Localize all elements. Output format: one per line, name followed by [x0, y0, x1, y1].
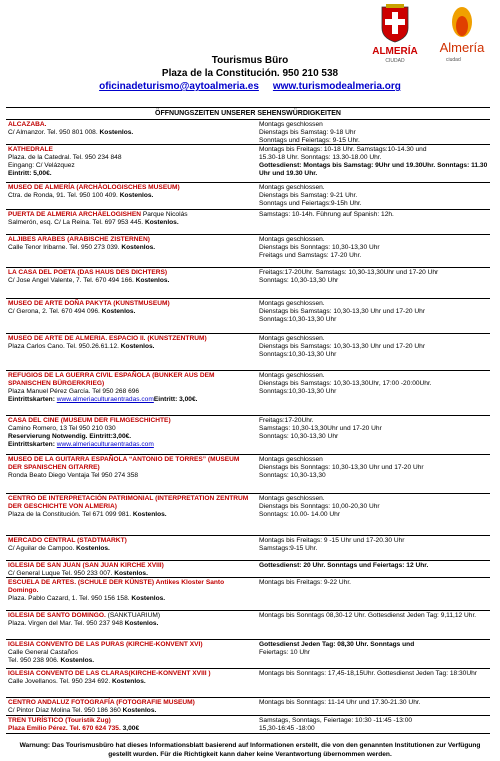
opening-hours-line: Samstags: 10,30-13,30Uhr und 17-20 Uhr: [259, 425, 382, 432]
table-row: [6, 210, 490, 235]
opening-hours-line: Montags geschlossen: [259, 121, 323, 128]
venue-cell: [6, 371, 256, 415]
opening-hours-line: Sonntags:10,30-13,30 Uhr: [259, 388, 337, 395]
opening-hours-line: Sonntags: 10,30-13,30 Uhr: [259, 277, 339, 284]
venue-detail-text: Kostenlos.: [120, 343, 155, 350]
venue-extra-line: [8, 162, 254, 170]
venue-detail-text: Kostenlos.: [122, 707, 157, 714]
opening-hours-line: Freitags und Samstags: 17-20 Uhr.: [259, 252, 362, 259]
hours-cell: [256, 210, 490, 234]
venue-cell: [6, 561, 256, 577]
venue-address: [8, 154, 254, 162]
venue-cell: [6, 698, 256, 715]
office-links: [0, 80, 500, 94]
table-row: [6, 611, 490, 640]
opening-hours-line: Sonntags:10,30-13,30 Uhr: [259, 351, 337, 358]
tourism-logo-text: Almería: [439, 40, 485, 55]
city-logo-subtext: CIUDAD: [385, 58, 405, 64]
opening-hours-line: Dienstags bis Samstags: 10,30-13,30Uhr, 17:00 -20:00Uhr.: [259, 380, 432, 387]
venue-name: CASA DEL CINE (MUSEUM DER FILMGESCHICHTE): [8, 417, 171, 424]
venue-detail-text: C/ Gerona, 2. Tel. 670 494 096.: [8, 308, 102, 315]
venue-detail-text: C/ Jose Angel Valente, 7. Tel. 670 494 166.: [8, 277, 136, 284]
venue-detail-text: Kostenlos.: [135, 277, 170, 284]
table-row: [6, 640, 490, 669]
hours-cell: [256, 268, 490, 298]
venue-detail-text: Kostenlos.: [144, 219, 179, 226]
venue-address: [8, 244, 254, 252]
venue-name: TREN TURÍSTICO (Touristik Zug): [8, 717, 111, 724]
table-row: [6, 268, 490, 299]
opening-hours-line: Sonntags und Feiertags:9-15h Uhr.: [259, 200, 362, 207]
venue-detail-text: Kostenlos.: [76, 545, 110, 552]
venue-detail-text: Plaza de la Constitución. Tel 671 099 981.: [8, 511, 133, 518]
table-body: [6, 120, 490, 734]
venue-name: CENTRO DE INTERPRETACIÓN PATRIMONIAL (INTERPRETATION ZENTRUM DER GESCHICHTE VON ALMERIA): [8, 495, 249, 510]
hours-cell: [256, 640, 490, 668]
venue-detail-text: Salmerón, esq. C/ La Reina. Tel. 697 953 445.: [8, 219, 145, 226]
venue-detail-text: C/ Almanzor. Tel. 950 801 008.: [8, 129, 100, 136]
hours-cell: [256, 120, 490, 144]
venue-extra-line: [8, 441, 254, 449]
venue-detail-text: Calle Tenor Iribarne. Tel. 950 273 039.: [8, 244, 122, 251]
opening-hours-line: Dienstags bis Samstags: 10,30-13,30 Uhr und 17-20 Uhr: [259, 343, 426, 350]
venue-detail-text: C/ General Luque Tel. 950 233 007.: [8, 570, 115, 577]
table-row: [6, 669, 490, 698]
venue-cell: [6, 578, 256, 610]
venue-detail-text: Kostenlos.: [132, 511, 167, 518]
opening-hours-line: Feiertags: 10 Uhr: [259, 649, 310, 656]
venue-detail-text: Reservierung Notwendig. Eintritt:3,00€.: [8, 433, 132, 440]
venue-cell: [6, 494, 256, 535]
venue-name: ALCAZABA.: [8, 121, 47, 128]
venue-name-suffix: Parque Nicolás: [140, 211, 188, 218]
hours-cell: [256, 561, 490, 577]
venue-detail-text: Kostenlos.: [60, 657, 95, 664]
venue-detail-text: Kostenlos.: [101, 308, 136, 315]
opening-hours-line: Dienstags bis Sonntags: 10,30-13,30 Uhr und 17-20 Uhr: [259, 464, 424, 471]
table-row: [6, 235, 490, 268]
opening-hours-line: Montags geschlossen.: [259, 335, 325, 342]
opening-hours-line: Freitags:17-20Uhr. Samstags: 10,30-13,30Uhr und 17-20 Uhr: [259, 269, 439, 276]
opening-hours-line: Montags geschlossen.: [259, 495, 325, 502]
opening-hours-line: Montags bis Freitags: 9-22 Uhr.: [259, 579, 351, 586]
opening-hours-line: Dienstags bis Samstag: 9-21 Uhr.: [259, 192, 358, 199]
tourism-logo-subtext: ciudad: [446, 57, 461, 63]
opening-hours-line: Dienstags bis Samstag: 9-18 Uhr: [259, 129, 356, 136]
venue-cell: [6, 640, 256, 668]
venue-cell: [6, 268, 256, 298]
opening-hours-line: Sonntags:10,30-13,30 Uhr: [259, 316, 337, 323]
venue-name: MUSEO DE ARTE DOÑA PAKYTA (KUNSTMUSEUM): [8, 300, 170, 307]
venue-name: MUSEO DE ALMERÍA (ARCHÄOLOGISCHES MUSEUM): [8, 184, 180, 191]
venue-address: [8, 511, 254, 519]
ticket-link[interactable]: www.almeriaculturaentradas.com: [56, 396, 154, 403]
venue-detail-text: Calle Jovellanos. Tel. 950 234 692.: [8, 678, 112, 685]
hours-cell: [256, 698, 490, 715]
venue-detail-text: Kostenlos.: [111, 678, 146, 685]
venue-address: [8, 425, 254, 433]
website-link[interactable]: www.turismodealmeria.org: [272, 81, 401, 92]
venue-address: [8, 649, 254, 657]
opening-hours-line: Montags geschlossen.: [259, 236, 325, 243]
venue-address: [8, 472, 254, 480]
venue-extra-line: [8, 657, 254, 665]
venue-detail-text: Plaza. Virgen del Mar. Tel. 950 237 948: [8, 620, 125, 627]
table-row: [6, 716, 490, 734]
table-row: [6, 416, 490, 455]
venue-detail-text: Plaza. Pablo Cazard, 1. Tel. 950 156 158.: [8, 595, 132, 602]
venue-name: LA CASA DEL POETA (DAS HAUS DES DICHTERS): [8, 269, 168, 276]
venue-name: MERCADO CENTRAL (STADTMARKT): [8, 537, 127, 544]
venue-address: [8, 725, 254, 733]
hours-cell: [256, 183, 490, 209]
table-row: [6, 578, 490, 611]
venue-detail-text: Kostenlos.: [119, 192, 154, 199]
opening-hours-line: Samstags, Sonntags, Feiertage: 10:30 -11:45 -13:00: [259, 717, 413, 724]
venue-detail-text: Plaza Emilio Pérez.: [8, 725, 70, 732]
opening-hours-table: [6, 107, 490, 734]
venue-detail-text: Tel. 670 624 735.: [69, 725, 121, 732]
email-link[interactable]: oficinadeturismo@aytoalmeria.es: [99, 81, 259, 92]
hours-cell: [256, 371, 490, 415]
opening-hours-line: Samstags:9-15 Uhr.: [259, 545, 318, 552]
venue-detail-text: Kostenlos.: [99, 129, 134, 136]
office-address: Plaza de la Constitución. 950 210 538: [161, 68, 339, 79]
table-row: [6, 536, 490, 561]
venue-detail-text: Kostenlos.: [114, 570, 148, 577]
opening-hours-line: Samstags: 10-14h. Führung auf Spanish: 12h.: [259, 211, 394, 218]
venue-extra-line: [8, 396, 254, 404]
venue-detail-text: Kostenlos.: [121, 244, 156, 251]
venue-address: [8, 192, 254, 200]
venue-address: [8, 545, 254, 553]
venue-address: [8, 277, 254, 285]
venue-detail-text: 3,00€: [120, 725, 140, 732]
venue-cell: [6, 416, 256, 454]
opening-hours-line: Dienstags bis Sonntags: 10,30-13,30 Uhr: [259, 244, 380, 251]
venue-extra-line: [8, 433, 254, 441]
hours-cell: [256, 416, 490, 454]
opening-hours-line: Freitags:17-20Uhr.: [259, 417, 314, 424]
opening-hours-line: Dienstags bis Sonntags: 10,00-20,30 Uhr: [259, 503, 380, 510]
hours-cell: [256, 145, 490, 182]
venue-detail-text: Eintritt: 5,00€.: [8, 170, 52, 177]
venue-name: ALJIBES ARABES (ARABISCHE ZISTERNEN): [8, 236, 150, 243]
opening-hours-line: Montags bis Sonntags: 11-14 Uhr und 17.30-21.30 Uhr.: [259, 699, 421, 706]
opening-hours-line: Sonntags: 10,30-13,30: [259, 472, 326, 479]
venue-cell: [6, 145, 256, 182]
venue-detail-text: Calle General Castaños: [8, 649, 79, 656]
venue-cell: [6, 536, 256, 560]
venue-cell: [6, 299, 256, 333]
venue-name: REFUGIOS DE LA GUERRA CIVIL ESPAÑOLA (BUNKER AUS DEM SPANISCHEN BÜRGERKRIEG): [8, 372, 215, 387]
opening-hours-line: Sonntags und Feiertags: 9-15 Uhr.: [259, 137, 360, 144]
hours-cell: [256, 235, 490, 267]
hours-cell: [256, 334, 490, 370]
table-row: [6, 698, 490, 716]
venue-address: [8, 219, 254, 227]
hours-cell: [256, 494, 490, 535]
venue-cell: [6, 120, 256, 144]
hours-cell: [256, 578, 490, 610]
opening-hours-line: 15,30-16:45 -18:00: [259, 725, 315, 732]
opening-hours-line: Montags bis Sonntags: 17,45-18,15Uhr. Gottesdienst Jeden Tag: 18:30Uhr: [259, 670, 477, 677]
venue-detail-text: Plaza Carlos Cano. Tel. 950.26.61.12.: [8, 343, 121, 350]
venue-name: IGLESIA CONVENTO DE LAS PURAS (KIRCHE-KONVENT XVI): [8, 641, 203, 648]
opening-hours-line: Montags geschlossen.: [259, 184, 325, 191]
opening-hours-line: Montags geschlossen: [259, 456, 323, 463]
venue-cell: [6, 183, 256, 209]
office-title: Tourismus Büro: [211, 55, 289, 66]
opening-hours-line: Montags bis Freitags: 10-18 Uhr. Samstags:10-14.30 und: [259, 146, 427, 153]
venue-cell: [6, 716, 256, 733]
venue-name: IGLESIA CONVENTO DE LAS CLARAS(KIRCHE-KONVENT XVIII ): [8, 670, 211, 677]
venue-detail-text: C/ Pintor Díaz Molina Tel. 950 186 360: [8, 707, 123, 714]
venue-address: [8, 707, 254, 715]
venue-name: CENTRO ANDALUZ FOTOGRAFÍA (FOTOGRAFIE MUSEUM): [8, 699, 195, 706]
venue-detail-text: Eingang: C/ Velázquez: [8, 162, 75, 169]
opening-hours-line: Montags bis Freitags: 9 -15 Uhr und 17-20.30 Uhr: [259, 537, 405, 544]
service-times: Gottesdienst: 20 Uhr. Sonntags und Feiertags: 12 Uhr.: [259, 562, 429, 569]
table-row: [6, 299, 490, 334]
venue-detail-text: Camino Romero, 13 Tel 950 210 030: [8, 425, 116, 432]
venue-detail-text: Kostenlos.: [131, 595, 166, 602]
venue-name: KATHEDRALE: [8, 146, 53, 153]
venue-detail-text: Plaza. de la Catedral. Tel. 950 234 848: [8, 154, 122, 161]
venue-detail-text: Tel. 950 238 906.: [8, 657, 61, 664]
opening-hours-line: Dienstags bis Samstags: 10,30-13,30 Uhr und 17-20 Uhr: [259, 308, 426, 315]
venue-detail-text: Ctra. de Ronda, 91. Tel. 950 100 409.: [8, 192, 120, 199]
opening-hours-line: 15.30-18 Uhr. Sonntags: 13.30-18.00 Uhr.: [259, 154, 382, 161]
venue-name-suffix: (SANKTUARIUM): [105, 612, 161, 619]
opening-hours-line: Sonntags: 10,30-13,30 Uhr: [259, 433, 339, 440]
venue-address: [8, 343, 254, 351]
table-row: [6, 120, 490, 145]
service-times: Gottesdienst Jeden Tag: 08,30 Uhr. Sonntags und: [259, 641, 415, 648]
venue-name: MUSEO DE LA GUITARRA ESPAÑOLA “ANTONIO DE TORRES” (MUSEUM DER SPANISCHEN GITARRE): [8, 456, 240, 471]
venue-address: [8, 570, 254, 578]
opening-hours-line: Montags bis Sonntags 08,30-12 Uhr. Gottesdienst Jeden Tag: 9,11,12 Uhr.: [259, 612, 477, 619]
venue-name: ESCUELA DE ARTES. (SCHULE DER KÜNSTE) Antikes Kloster Santo Domingo.: [8, 579, 225, 594]
venue-name: IGLESIA DE SAN JUAN (SAN JUAN KIRCHE XVIII): [8, 562, 164, 569]
venue-name: IGLESIA DE SANTO DOMINGO.: [8, 612, 106, 619]
hours-cell: [256, 716, 490, 733]
venue-cell: [6, 611, 256, 639]
table-row: [6, 371, 490, 416]
table-row: [6, 494, 490, 536]
opening-hours-line: Montags geschlossen.: [259, 300, 325, 307]
hours-cell: [256, 455, 490, 493]
venue-name: MUSEO DE ARTE DE ALMERIA. ESPACIO II. (KUNSTZENTRUM): [8, 335, 207, 342]
hours-cell: [256, 536, 490, 560]
table-row: [6, 561, 490, 578]
opening-hours-line: Sonntags: 10.00- 14.00 Uhr: [259, 511, 341, 518]
opening-hours-line: Montags geschlossen.: [259, 372, 325, 379]
hours-cell: [256, 611, 490, 639]
hours-cell: [256, 299, 490, 333]
venue-address: [8, 620, 254, 628]
venue-address: [8, 308, 254, 316]
venue-cell: [6, 334, 256, 370]
venue-detail-text: Eintrittskarten:: [8, 441, 57, 448]
office-header: [0, 54, 500, 94]
table-heading: ÖFFNUNGSZEITEN UNSERER SEHENSWÜRDIGKEITEN: [6, 108, 490, 120]
venue-name: PUERTA DE ALMERIA ARCHÄELOGISHEN: [8, 211, 141, 218]
venue-address: [8, 678, 254, 686]
venue-cell: [6, 210, 256, 234]
venue-extra-line: [8, 170, 254, 178]
venue-address: [8, 129, 254, 137]
venue-cell: [6, 235, 256, 267]
venue-detail-text: C/ Aguilar de Campoo.: [8, 545, 77, 552]
service-times: Gottesdienst: Montags bis Samstag: 9Uhr und 19.30Uhr. Sonntags: 11.30 Uhr und 19.30 Uhr.: [259, 162, 488, 177]
venue-detail-text: Eintrittskarten:: [8, 396, 57, 403]
disclaimer-warning: Warnung: Das Tourismusbüro hat dieses Informationsblatt basierend auf Informationen erstellt, die von den genannten Institutionen zur Verfügung gestellt wurden. Für die Richtigkeit kann daher keine Verantwortung übernommen werden.: [19, 742, 481, 758]
venue-address: [8, 595, 254, 603]
table-row: [6, 145, 490, 183]
table-row: [6, 334, 490, 371]
venue-cell: [6, 455, 256, 493]
venue-detail-text: Plaza Manuel Pérez García. Tel 950 268 696: [8, 388, 140, 395]
ticket-link[interactable]: www.almeriaculturaentradas.com: [56, 441, 154, 448]
venue-detail-text: Kostenlos.: [124, 620, 159, 627]
city-logo-text: ALMERÍA: [372, 46, 418, 57]
venue-cell: [6, 669, 256, 697]
venue-detail-text: Eintritt: 3,00€.: [153, 396, 198, 403]
venue-detail-text: Ronda Beato Diego Ventaja Tel 950 274 358: [8, 472, 139, 479]
hours-cell: [256, 669, 490, 697]
table-row: [6, 183, 490, 210]
table-row: [6, 455, 490, 494]
venue-address: [8, 388, 254, 396]
